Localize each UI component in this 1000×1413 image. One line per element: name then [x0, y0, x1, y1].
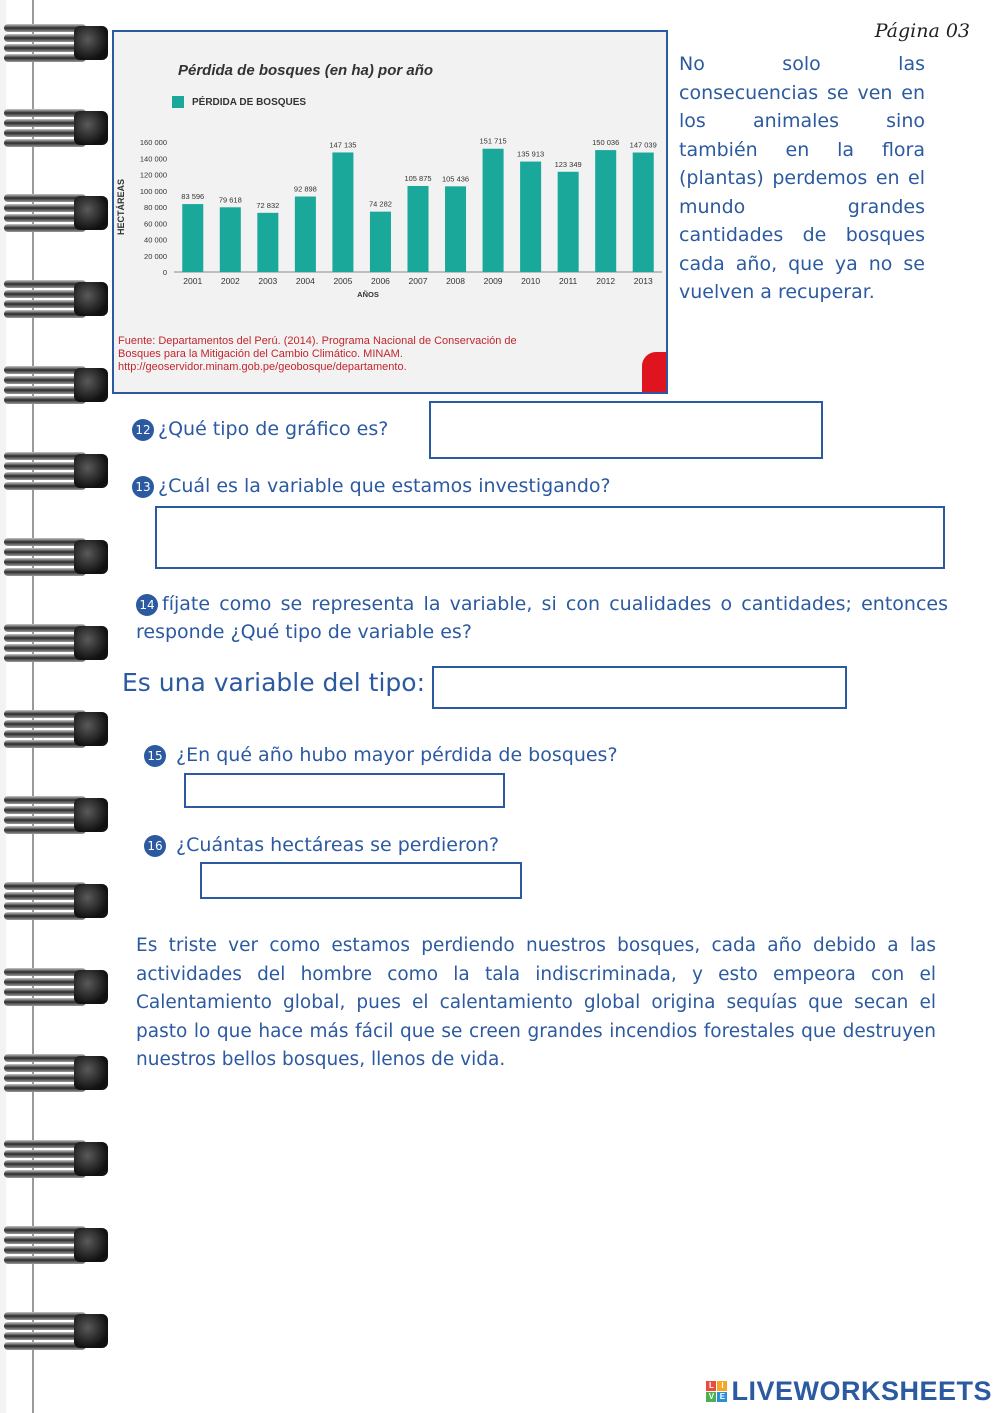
answer-input-12[interactable] [429, 401, 823, 459]
data-label-2003: 72 832 [256, 200, 280, 210]
liveworksheets-logo-icon [706, 1381, 727, 1402]
spiral-ring [0, 964, 112, 1010]
x-tick-label-2008: 2008 [446, 276, 465, 286]
data-label-2008: 105 436 [441, 174, 470, 184]
data-label-2001: 83 596 [181, 192, 205, 202]
spiral-ring [0, 534, 112, 580]
answer-input-15[interactable] [184, 773, 505, 808]
spiral-hole [74, 1228, 108, 1262]
data-label-2009: 151 715 [479, 136, 507, 146]
y-tick-label: 120 000 [139, 170, 167, 180]
spiral-hole [74, 282, 108, 316]
question-15 [144, 744, 618, 767]
x-tick-label-2007: 2007 [408, 276, 428, 286]
answer-input-16[interactable] [200, 862, 522, 899]
question-number-badge: 16 [144, 835, 166, 857]
spiral-hole [74, 111, 108, 145]
x-axis-label: AÑOS [357, 290, 379, 299]
x-tick-label-2009: 2009 [483, 276, 503, 286]
spiral-hole [74, 196, 108, 230]
y-tick-label: 20 000 [144, 251, 167, 261]
bar-2001 [182, 204, 203, 272]
question-text: ¿Qué tipo de gráfico es? [158, 418, 389, 440]
question-16 [144, 834, 499, 857]
bar-2004 [295, 197, 316, 272]
spiral-hole [74, 1142, 108, 1176]
spiral-ring [0, 1136, 112, 1182]
x-tick-label-2001: 2001 [183, 276, 203, 286]
logo-letter: V [706, 1392, 716, 1402]
x-tick-label-2006: 2006 [371, 276, 390, 286]
data-label-2011: 123 349 [554, 159, 582, 169]
spiral-hole [74, 26, 108, 60]
y-tick-label: 100 000 [139, 186, 167, 196]
brand-name: LIVEWORKSHEETS [731, 1376, 992, 1406]
spiral-ring [0, 276, 112, 322]
source-line: Bosques para la Mitigación del Cambio Climático. MINAM. [118, 348, 403, 360]
spiral-ring [0, 1050, 112, 1096]
x-tick-label-2005: 2005 [333, 276, 353, 286]
bar-2002 [220, 207, 241, 272]
bar-2011 [558, 172, 579, 272]
bar-2008 [445, 186, 466, 272]
spiral-ring [0, 448, 112, 494]
spiral-ring [0, 20, 112, 66]
logo-letter: E [717, 1392, 727, 1402]
question-12 [132, 418, 388, 441]
spiral-ring [0, 1308, 112, 1354]
answer-input-13[interactable] [155, 506, 945, 569]
x-tick-label-2004: 2004 [295, 276, 315, 286]
x-tick-label-2010: 2010 [521, 276, 541, 286]
red-decoration [642, 352, 668, 394]
bar-2013 [633, 153, 654, 272]
intro-paragraph: No solo las consecuencias se ven en los animales sino también en la flora (plantas) perdemos en el mundo grandes cantidades de bosques cada año, que ya no se vuelven a recuperar. [679, 53, 925, 303]
question-13 [132, 475, 611, 498]
question-number-badge: 13 [132, 476, 154, 498]
spiral-ring [0, 792, 112, 838]
data-label-2013: 147 039 [629, 140, 657, 150]
question-text: ¿En qué año hubo mayor pérdida de bosques? [176, 744, 618, 766]
bar-2010 [520, 162, 541, 272]
data-label-2002: 79 618 [218, 195, 242, 205]
data-label-2004: 92 898 [293, 184, 317, 194]
data-label-2005: 147 135 [329, 140, 357, 150]
y-tick-label: 80 000 [144, 203, 167, 212]
spiral-hole [74, 368, 108, 402]
data-label-2010: 135 913 [517, 149, 545, 159]
logo-letter: I [717, 1381, 727, 1391]
y-tick-label: 160 000 [139, 138, 167, 147]
spiral-hole [74, 1056, 108, 1090]
spiral-ring [0, 878, 112, 924]
question-14 [136, 590, 948, 646]
data-label-2006: 74 282 [368, 199, 392, 209]
spiral-ring [0, 706, 112, 752]
chart-source [118, 335, 618, 374]
source-line: Fuente: Departamentos del Perú. (2014). Programa Nacional de Conservación de [118, 335, 517, 347]
answer-input-14[interactable] [432, 666, 847, 709]
chart-panel [112, 30, 668, 394]
question-text: fíjate como se representa la variable, si con cualidades o cantidades; entonces responde ¿Qué tipo de variable es? [136, 593, 948, 643]
spiral-hole [74, 540, 108, 574]
spiral-hole [74, 454, 108, 488]
spiral-hole [74, 884, 108, 918]
y-tick-label: 0 [162, 268, 167, 277]
y-tick-label: 60 000 [144, 219, 167, 229]
chart-title: Pérdida de bosques (en ha) por año [178, 62, 434, 79]
x-tick-label-2003: 2003 [258, 276, 278, 286]
x-tick-label-2011: 2011 [559, 276, 578, 286]
question-number-badge: 15 [144, 745, 166, 767]
x-tick-label-2013: 2013 [633, 276, 653, 286]
x-tick-label-2012: 2012 [596, 276, 616, 286]
bar-2003 [257, 213, 278, 272]
bar-2006 [370, 212, 391, 272]
question-number-badge: 14 [136, 594, 158, 616]
bar-2007 [407, 186, 428, 272]
closing-paragraph: Es triste ver como estamos perdiendo nuestros bosques, cada año debido a las actividades del hombre como la tala indiscriminada, y esto empeora con el Calentamiento global, pues el calentamiento global origina sequías que secan el pasto lo que hace más fácil que se creen grandes incendios forestales que destruyen nuestros bellos bosques, llenos de vida. [136, 935, 936, 1070]
data-label-2012: 150 036 [592, 138, 620, 148]
data-label-2007: 105 875 [404, 173, 432, 183]
bar-2009 [483, 149, 504, 272]
bar-2012 [595, 150, 616, 272]
question-number-badge: 12 [132, 419, 154, 441]
legend-label: PÉRDIDA DE BOSQUES [192, 96, 307, 108]
spiral-hole [74, 1314, 108, 1348]
page-number: Página 03 [874, 20, 970, 42]
spiral-ring [0, 362, 112, 408]
bar-2005 [332, 152, 353, 272]
spiral-ring [0, 190, 112, 236]
logo-letter: L [706, 1381, 716, 1391]
y-tick-label: 140 000 [139, 154, 167, 164]
source-line: http://geoservidor.minam.gob.pe/geobosque/departamento. [118, 361, 407, 373]
spiral-hole [74, 970, 108, 1004]
spiral-hole [74, 626, 108, 660]
y-axis-label: HECTÁREAS [116, 178, 126, 236]
spiral-hole [74, 712, 108, 746]
spiral-ring [0, 620, 112, 666]
liveworksheets-brand [706, 1376, 992, 1407]
x-tick-label-2002: 2002 [220, 276, 240, 286]
spiral-ring [0, 1222, 112, 1268]
y-tick-label: 40 000 [144, 235, 167, 245]
bar-chart [114, 32, 668, 332]
variable-type-label: Es una variable del tipo: [122, 668, 426, 697]
question-text: ¿Cuál es la variable que estamos investigando? [158, 475, 611, 497]
question-text: ¿Cuántas hectáreas se perdieron? [176, 834, 500, 856]
spiral-ring [0, 105, 112, 151]
spiral-hole [74, 798, 108, 832]
